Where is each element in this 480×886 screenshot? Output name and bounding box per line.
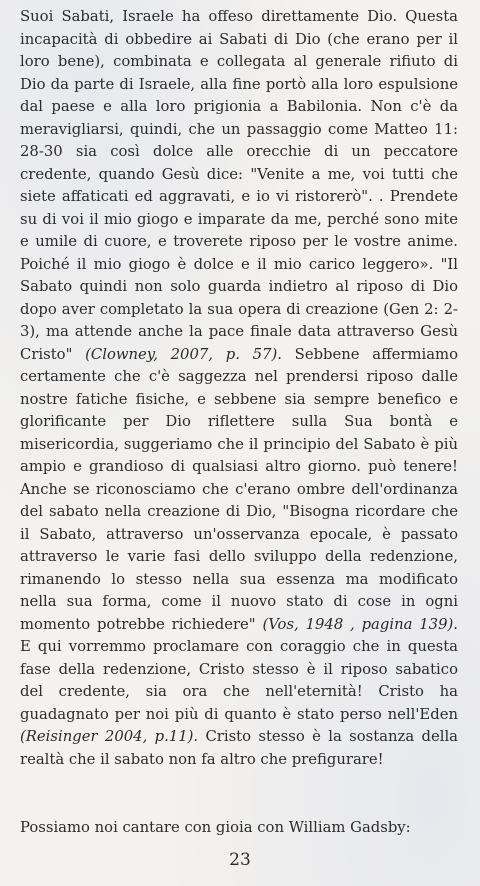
citation-vos: (Vos, 1948 , pagina 139). xyxy=(262,615,458,633)
paragraph-text-part-4: Cristo stesso è la sostanza della realtà che il sabato non fa altro che prefigurare! xyxy=(20,728,459,768)
citation-clowney: (Clowney, 2007, p. 57). xyxy=(85,345,282,363)
page-number: 23 xyxy=(229,850,251,870)
paragraph-text-part-3: E qui vorremmo proclamare con coraggio che in questa fase della redenzione, Cristo stesso è il riposo sabatico del credente, sia ora che nell'eternità! Cristo ha guadagnato per noi più di quanto è stato perso nell'Eden xyxy=(20,638,458,723)
paragraph-text-part-2: Sebbene affermiamo certamente che c'è saggezza nel prendersi riposo dalle nostre fatiche fisiche, e sebbene sia sempre benefico e glorificante per Dio riflettere sulla Sua bontà e misericordia, suggeriamo che il principio del Sabato è più ampio e grandioso di qualsiasi altro giorno. può tenere! Anche se riconosciamo che c'erano ombre dell'ordinanza del sabato nella creazione di Dio, "Bisogna ricordare che il Sabato, attraverso un'osservanza epocale, è passato attraverso le varie fasi dello sviluppo della redenzione, rimanendo lo stesso nella sua essenza ma modificato nella sua forma, come il nuovo stato di cose in ogni momento potrebbe richiedere" xyxy=(20,345,458,633)
body-paragraph xyxy=(20,6,458,771)
citation-reisinger: (Reisinger 2004, p.11). xyxy=(20,728,199,745)
paragraph-text-part-1: Suoi Sabati, Israele ha offeso direttamente Dio. Questa incapacità di obbedire ai Sabati di Dio (che erano per il loro bene), combinata e collegata al generale rifiuto di Dio da parte di Israele, alla fine portò alla loro espulsione dal paese e alla loro prigionia a Babilonia. Non c'è da meravigliarsi, quindi, che un passaggio come Matteo 11: 28-30 sia così dolce alle orecchie di un peccatore credente, quando Gesù dice: "Venite a me, voi tutti che siete affaticati ed aggravati, e io vi ristorerò". . Prendete su di voi il mio giogo e imparate da me, perché sono mite e umile di cuore, e troverete riposo per le vostre anime. Poiché il mio giogo è dolce e il mio carico leggero». "Il Sabato quindi non solo guarda indietro al riposo di Dio dopo aver completato la sua opera di creazione (Gen 2: 2-3), ma attende anche la pace finale data attraverso Gesù Cristo" xyxy=(20,8,458,363)
closing-line: Possiamo noi cantare con gioia con William Gadsby: xyxy=(20,819,411,836)
